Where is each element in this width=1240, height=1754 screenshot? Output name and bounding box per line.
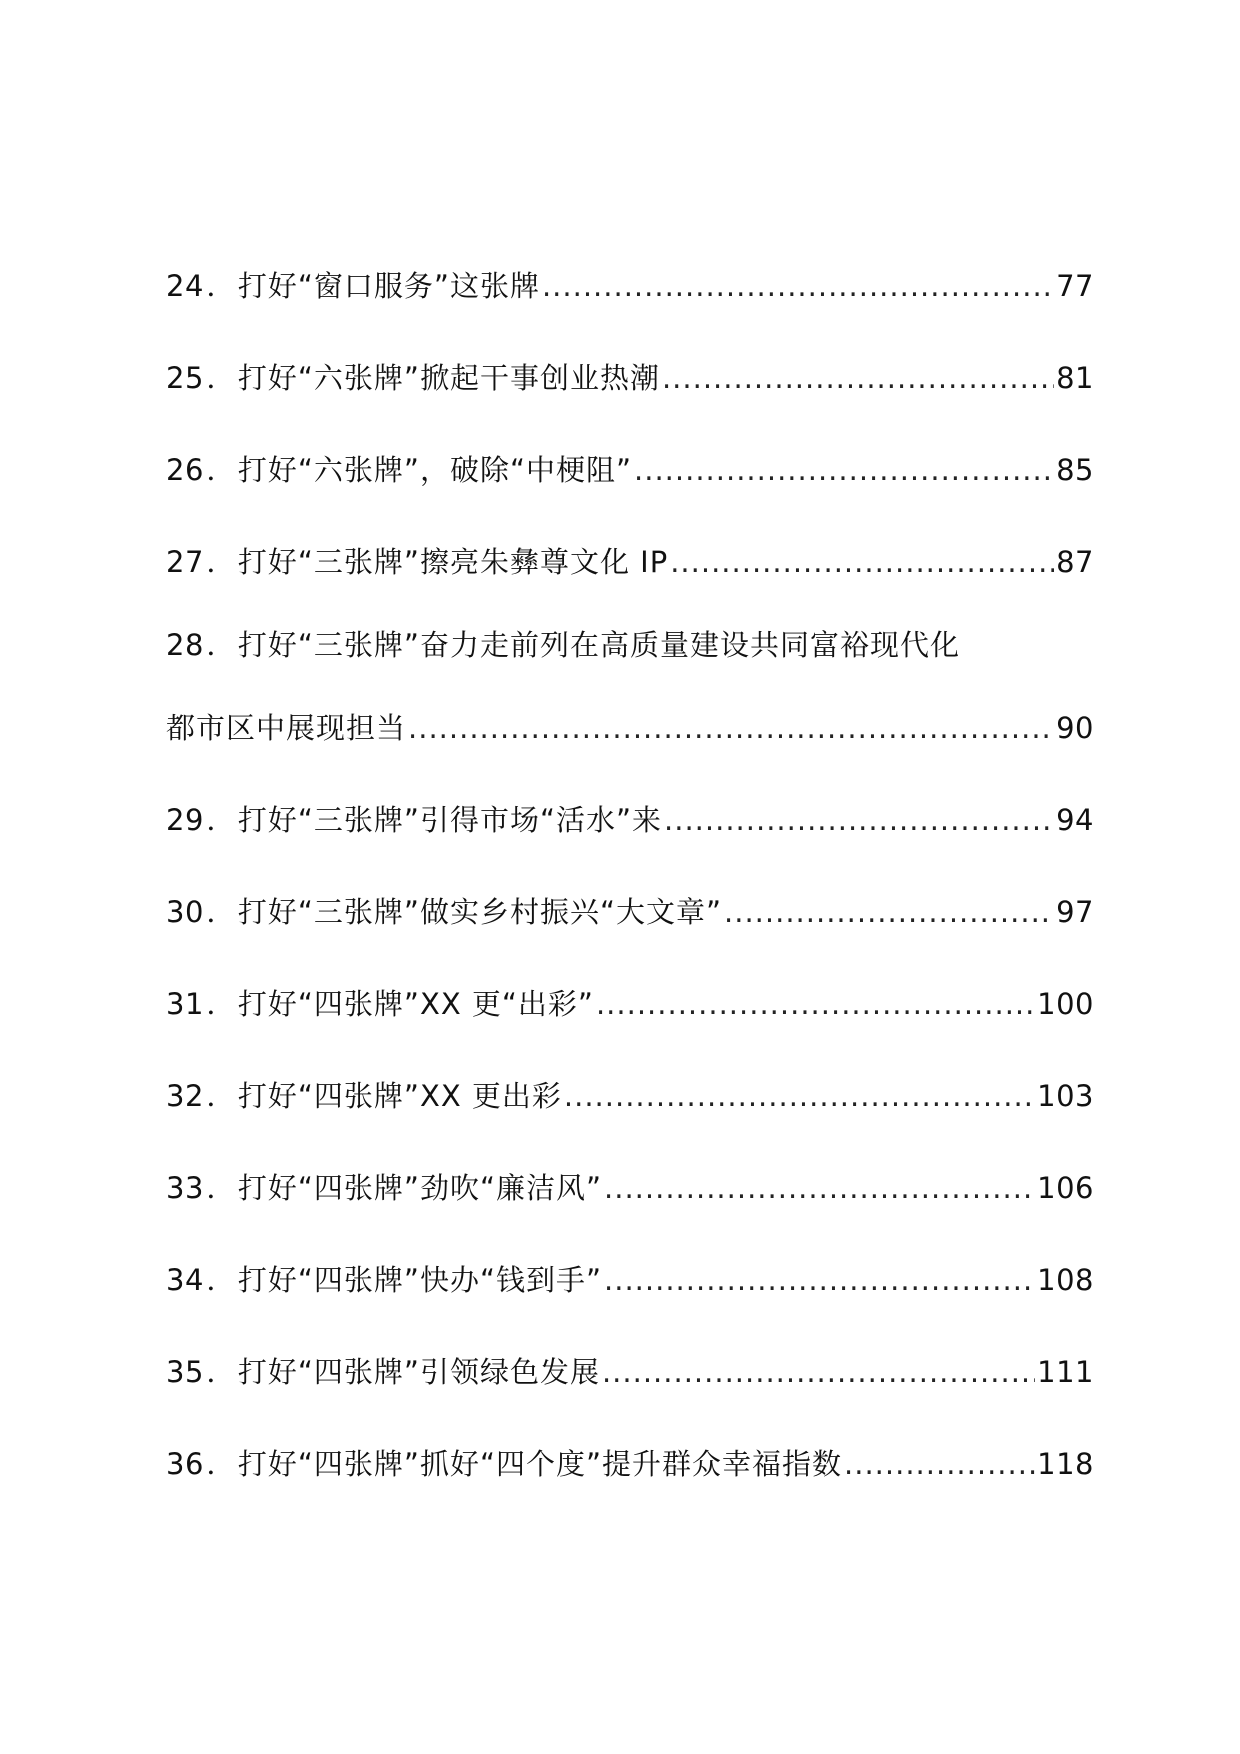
toc-entry-separator: ． [206, 1447, 236, 1481]
toc-entry-page: 118 [1037, 1447, 1094, 1481]
toc-entry-31[interactable] [166, 958, 1094, 1050]
toc-entry-separator: ． [206, 1171, 236, 1205]
toc-entry-number: 26 [166, 453, 204, 487]
toc-entry-title: 打好“三张牌”引得市场“活水”来 [237, 803, 663, 837]
toc-entry-number: 33 [166, 1171, 204, 1205]
toc-entry-separator: ． [206, 1079, 236, 1113]
toc-entry-title: 打好“四张牌”快办“钱到手” [237, 1263, 603, 1297]
toc-entry-title: 打好“四张牌”XX 更“出彩” [237, 987, 594, 1021]
toc-dot-leader [662, 332, 1054, 424]
toc-entry-title: 打好“四张牌”抓好“四个度”提升群众幸福指数 [237, 1447, 843, 1481]
toc-entry-number: 34 [166, 1263, 204, 1297]
toc-dot-leader [604, 1234, 1035, 1326]
toc-entry-page: 85 [1056, 453, 1094, 487]
toc-entry-title: 打好“四张牌”劲吹“廉洁风” [237, 1171, 603, 1205]
toc-dot-leader [408, 682, 1054, 774]
toc-entry-title: 打好“三张牌”擦亮朱彝尊文化 IP [237, 545, 669, 579]
toc-dot-leader [724, 866, 1054, 958]
toc-entry-separator: ． [206, 545, 236, 579]
toc-entry-number: 29 [166, 803, 204, 837]
table-of-contents [166, 240, 1094, 1510]
toc-entry-number: 24 [166, 269, 204, 303]
toc-entry-page: 106 [1037, 1171, 1094, 1205]
toc-entry-number: 28 [166, 628, 204, 662]
toc-entry-separator: ． [206, 628, 236, 662]
toc-dot-leader [604, 1142, 1035, 1234]
toc-entry-35[interactable] [166, 1326, 1094, 1418]
toc-entry-title: 打好“窗口服务”这张牌 [237, 269, 540, 303]
toc-entry-page: 87 [1056, 545, 1094, 579]
toc-entry-title: 打好“三张牌”做实乡村振兴“大文章” [237, 895, 723, 929]
toc-entry-separator: ． [206, 361, 236, 395]
toc-entry-separator: ． [206, 895, 236, 929]
toc-entry-title: 打好“四张牌”引领绿色发展 [237, 1355, 600, 1389]
toc-entry-33[interactable] [166, 1142, 1094, 1234]
toc-entry-number: 36 [166, 1447, 204, 1481]
toc-entry-page: 90 [1056, 711, 1094, 745]
toc-entry-page: 108 [1037, 1263, 1094, 1297]
toc-entry-page: 81 [1056, 361, 1094, 395]
toc-entry-separator: ． [206, 269, 236, 303]
toc-entry-27[interactable] [166, 516, 1094, 608]
toc-dot-leader [844, 1418, 1035, 1510]
toc-entry-title-line2: 都市区中展现担当 [166, 711, 407, 745]
toc-entry-separator: ． [206, 987, 236, 1021]
toc-entry-separator: ． [206, 1355, 236, 1389]
toc-entry-title-line1: 打好“三张牌”奋力走前列在高质量建设共同富裕现代化 [237, 628, 960, 662]
toc-entry-number: 31 [166, 987, 204, 1021]
toc-entry-page: 97 [1056, 895, 1094, 929]
toc-entry-29[interactable] [166, 774, 1094, 866]
toc-entry-26[interactable] [166, 424, 1094, 516]
toc-entry-number: 32 [166, 1079, 204, 1113]
toc-entry-page: 77 [1056, 269, 1094, 303]
toc-dot-leader [542, 240, 1054, 332]
toc-entry-page: 100 [1037, 987, 1094, 1021]
toc-entry-page: 94 [1056, 803, 1094, 837]
toc-dot-leader [664, 774, 1054, 866]
toc-dot-leader [602, 1326, 1035, 1418]
toc-dot-leader [634, 424, 1054, 516]
toc-entry-title: 打好“四张牌”XX 更出彩 [237, 1079, 562, 1113]
toc-entry-number: 30 [166, 895, 204, 929]
toc-entry-page: 103 [1037, 1079, 1094, 1113]
toc-entry-36[interactable] [166, 1418, 1094, 1510]
toc-entry-number: 35 [166, 1355, 204, 1389]
toc-entry-separator: ． [206, 803, 236, 837]
toc-entry-24[interactable] [166, 240, 1094, 332]
toc-dot-leader [670, 516, 1054, 608]
toc-entry-25[interactable] [166, 332, 1094, 424]
toc-entry-30[interactable] [166, 866, 1094, 958]
toc-entry-number: 27 [166, 545, 204, 579]
toc-entry-34[interactable] [166, 1234, 1094, 1326]
toc-entry-title: 打好“六张牌”掀起干事创业热潮 [237, 361, 660, 395]
toc-dot-leader [596, 958, 1035, 1050]
toc-entry-28[interactable] [166, 608, 1094, 774]
toc-entry-page: 111 [1037, 1355, 1094, 1389]
toc-dot-leader [564, 1050, 1035, 1142]
toc-entry-separator: ． [206, 1263, 236, 1297]
toc-entry-title: 打好“六张牌”，破除“中梗阻” [237, 453, 633, 487]
toc-entry-separator: ． [206, 453, 236, 487]
toc-entry-32[interactable] [166, 1050, 1094, 1142]
toc-entry-number: 25 [166, 361, 204, 395]
